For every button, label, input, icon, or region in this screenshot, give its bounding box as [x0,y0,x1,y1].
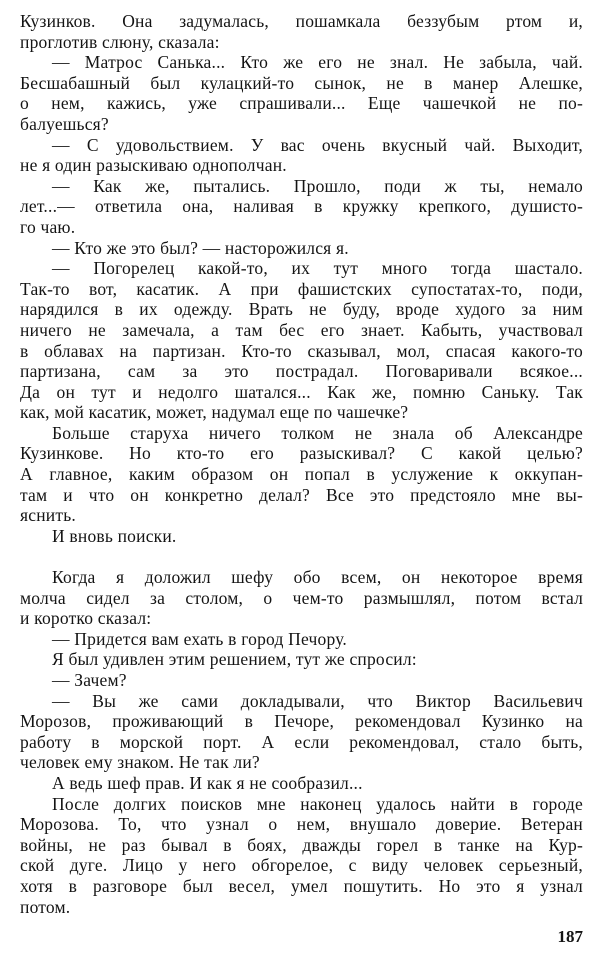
section-break [20,546,583,567]
text-line: — С удовольствием. У вас очень вкусный чай. Выходит, [52,134,583,155]
text-line: о нем, кажись, уже спрашивали... Еще чашечкой не по- [20,93,583,114]
text-line: лет...— ответила она, наливая в кружку крепкого, душисто- [20,196,583,217]
text-line: войны, не раз бывал в боях, дважды горел в танке на Кур- [20,834,583,855]
paragraph [20,567,583,629]
text-line: Да он тут и недолго шатался... Как же, помню Саньку. Так [20,381,583,402]
text-line: там и что он конкретно делал? Все это предстояло мне вы- [20,484,583,505]
text-line: яснить. [20,505,76,526]
text-line: — Придется вам ехать в город Печору. [52,628,347,649]
paragraph [20,649,583,670]
paragraph [20,238,583,259]
text-line: хотя в разговоре был весел, умел пошутить. Но это я узнал [20,875,583,896]
paragraph [20,691,583,773]
text-line: — Как же, пытались. Прошло, поди ж ты, немало [52,175,583,196]
text-line: — Кто же это был? — насторожился я. [52,237,349,258]
text-line: не я один разыскиваю однополчан. [20,155,287,176]
paragraph [20,773,583,794]
text-line: потом. [20,896,71,917]
text-line: как, мой касатик, может, надумал еще по чашечке? [20,402,409,423]
text-line: го чаю. [20,216,76,237]
text-line: Я был удивлен этим решением, тут же спросил: [52,649,417,670]
text-line: И вновь поиски. [52,525,177,546]
paragraph [20,423,583,526]
paragraph [20,258,583,423]
text-line: и коротко сказал: [20,608,152,629]
paragraph [20,794,583,918]
text-line: А ведь шеф прав. И как я не сообразил... [52,772,363,793]
paragraph [20,176,583,238]
paragraph [20,670,583,691]
paragraph [20,526,583,547]
text-line: — Вы же сами докладывали, что Виктор Васильевич [52,690,583,711]
text-line: человек ему знаком. Не так ли? [20,752,260,773]
paragraph [20,629,583,650]
paragraph [20,52,583,134]
text-line: Так-то вот, касатик. А при фашистских супостатах-то, поди, [20,278,583,299]
text-line: Больше старуха ничего толком не знала об Александре [52,422,583,443]
paragraph [20,135,583,176]
text-line: работу в морской порт. А если рекомендовал, стало быть, [20,731,583,752]
text-line: — Матрос Санька... Кто же его не знал. Не забыла, чай. [52,52,583,73]
text-line: Морозов, проживающий в Печоре, рекомендовал Кузинко на [20,711,583,732]
text-line: Когда я доложил шефу обо всем, он некоторое время [52,567,583,588]
text-line: Морозова. То, что узнал о нем, внушало доверие. Ветеран [20,814,583,835]
text-line: После долгих поисков мне наконец удалось найти в городе [52,793,583,814]
text-line: А главное, каким образом он попал в услужение к оккупан- [20,464,583,485]
text-line: проглотив слюну, сказала: [20,31,220,52]
page-body [20,11,583,917]
page-number: 187 [557,927,583,946]
text-line: балуешься? [20,113,109,134]
text-line: ничего не замечала, а там бес его знает. Кабыть, участвовал [20,319,583,340]
text-line: нарядился в их одежду. Врать не буду, вроде худого за ним [20,299,583,320]
text-line: Кузинкове. Но кто-то его разыскивал? С какой целью? [20,443,583,464]
text-line: ской дуге. Лицо у него обгорелое, с виду человек серьезный, [20,855,583,876]
text-line: Кузинков. Она задумалась, пошамкала беззубым ртом и, [20,11,583,31]
text-line: — Погорелец какой-то, их тут много тогда шастало. [52,258,583,279]
text-line: партизана, сам за это пострадал. Поговаривали всякое... [20,361,583,382]
text-line: молча сидел за столом, о чем-то размышлял, потом встал [20,587,583,608]
paragraph [20,11,583,52]
text-line: в облавах на партизан. Кто-то сказывал, мол, спасая какого-то [20,340,583,361]
text-line: — Зачем? [52,670,127,690]
text-line: Бесшабашный был кулацкий-то сынок, не в манер Алешке, [20,72,583,93]
